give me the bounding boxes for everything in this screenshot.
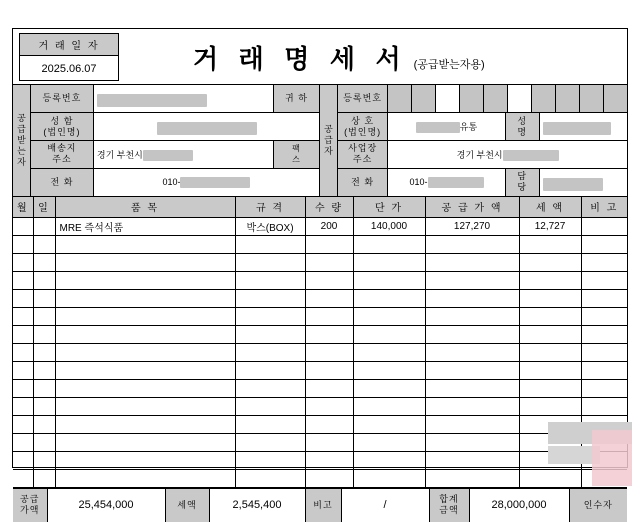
supplier-address-value: 경기 부천시 — [388, 141, 627, 169]
col-month: 월 — [13, 197, 33, 217]
parties-section — [13, 85, 627, 197]
cell-qty — [305, 253, 353, 271]
buyer-name-label: 성 함 (법인명) — [31, 113, 93, 141]
cell-supply-amount — [425, 343, 519, 361]
document-header — [13, 29, 627, 85]
cell-tax — [519, 253, 581, 271]
cell-qty — [305, 271, 353, 289]
cell-spec — [235, 271, 305, 289]
transaction-date-value: 2025.06.07 — [20, 56, 118, 81]
cell-day — [33, 433, 55, 451]
cell-day — [33, 343, 55, 361]
supplier-reg-value — [388, 85, 627, 113]
totals-row — [13, 488, 627, 522]
table-row — [13, 325, 627, 343]
cell-day — [33, 217, 55, 235]
cell-day — [33, 235, 55, 253]
col-qty: 수 량 — [305, 197, 353, 217]
cell-supply-amount — [425, 289, 519, 307]
supplier-rep-value — [539, 113, 627, 141]
cell-month — [13, 379, 33, 397]
table-row — [13, 379, 627, 397]
cell-supply-amount — [425, 271, 519, 289]
cell-tax — [519, 307, 581, 325]
cell-supply-amount — [425, 235, 519, 253]
cell-supply-amount — [425, 253, 519, 271]
page-title: 거 래 명 세 서 — [193, 39, 408, 76]
cell-qty — [305, 289, 353, 307]
cell-item: MRE 즉석식품 — [55, 217, 235, 235]
cell-supply-amount — [425, 451, 519, 469]
cell-item — [55, 307, 235, 325]
table-row — [13, 433, 627, 451]
cell-day — [33, 415, 55, 433]
cell-spec — [235, 307, 305, 325]
buyer-name-value — [93, 113, 319, 141]
cell-unit-price: 140,000 — [353, 217, 425, 235]
table-row — [338, 85, 627, 113]
table-row — [31, 85, 319, 113]
document-title-wrap — [193, 39, 593, 76]
cell-qty — [305, 343, 353, 361]
cell-day — [33, 469, 55, 487]
items-header-row — [13, 197, 627, 217]
totals-table — [13, 488, 627, 522]
cell-month — [13, 325, 33, 343]
col-item: 품 목 — [55, 197, 235, 217]
cell-item — [55, 361, 235, 379]
col-note: 비 고 — [581, 197, 627, 217]
buyer-reg-value — [93, 85, 273, 113]
cell-supply-amount — [425, 433, 519, 451]
total-note-value: / — [341, 488, 429, 522]
cell-item — [55, 397, 235, 415]
cell-note — [581, 271, 627, 289]
col-spec: 규 격 — [235, 197, 305, 217]
buyer-side-label: 공 급 받 는 자 — [13, 85, 31, 196]
cell-month — [13, 307, 33, 325]
col-unit-price: 단 가 — [353, 197, 425, 217]
supplier-company-label: 상 호 (법인명) — [338, 113, 388, 141]
cell-day — [33, 253, 55, 271]
cell-item — [55, 379, 235, 397]
cell-day — [33, 307, 55, 325]
table-row — [338, 113, 627, 141]
cell-spec — [235, 433, 305, 451]
cell-note — [581, 325, 627, 343]
cell-unit-price — [353, 433, 425, 451]
cell-unit-price — [353, 379, 425, 397]
cell-month — [13, 361, 33, 379]
cell-unit-price — [353, 271, 425, 289]
cell-month — [13, 469, 33, 487]
cell-unit-price — [353, 235, 425, 253]
col-supply-amount: 공 급 가 액 — [425, 197, 519, 217]
cell-month — [13, 289, 33, 307]
cell-qty — [305, 361, 353, 379]
cell-note — [581, 253, 627, 271]
buyer-table — [31, 85, 319, 196]
cell-spec — [235, 451, 305, 469]
table-row — [13, 397, 627, 415]
table-row — [31, 113, 319, 141]
total-tax-label: 세액 — [165, 488, 209, 522]
cell-month — [13, 253, 33, 271]
cell-supply-amount — [425, 415, 519, 433]
receiver-stamp-redaction — [548, 422, 632, 488]
total-supply-value: 25,454,000 — [47, 488, 165, 522]
table-row — [13, 253, 627, 271]
cell-note — [581, 289, 627, 307]
cell-qty — [305, 307, 353, 325]
cell-item — [55, 451, 235, 469]
cell-item — [55, 343, 235, 361]
cell-qty — [305, 451, 353, 469]
cell-day — [33, 379, 55, 397]
col-day: 일 — [33, 197, 55, 217]
cell-day — [33, 361, 55, 379]
cell-spec — [235, 469, 305, 487]
supplier-side-label: 공 급 자 — [320, 85, 338, 196]
cell-day — [33, 397, 55, 415]
cell-spec — [235, 361, 305, 379]
cell-month — [13, 271, 33, 289]
supplier-table — [338, 85, 627, 196]
cell-tax: 12,727 — [519, 217, 581, 235]
cell-note — [581, 397, 627, 415]
supplier-rep-label: 성 명 — [505, 113, 539, 141]
table-row — [13, 451, 627, 469]
supplier-charge-value — [539, 168, 627, 196]
cell-day — [33, 451, 55, 469]
cell-supply-amount — [425, 361, 519, 379]
cell-item — [55, 271, 235, 289]
cell-item — [55, 415, 235, 433]
cell-unit-price — [353, 307, 425, 325]
cell-month — [13, 343, 33, 361]
supplier-charge-label: 담 당 — [505, 168, 539, 196]
cell-tax — [519, 235, 581, 253]
items-body — [13, 217, 627, 487]
cell-month — [13, 217, 33, 235]
table-row — [338, 168, 627, 196]
cell-spec — [235, 289, 305, 307]
cell-unit-price — [353, 325, 425, 343]
cell-spec — [235, 343, 305, 361]
cell-tax — [519, 343, 581, 361]
buyer-address-value: 경기 부천시 — [93, 141, 273, 169]
table-row — [13, 289, 627, 307]
buyer-block — [13, 85, 320, 196]
cell-unit-price — [353, 253, 425, 271]
table-row — [13, 217, 627, 235]
cell-month — [13, 397, 33, 415]
cell-item — [55, 469, 235, 487]
cell-item — [55, 433, 235, 451]
table-row — [338, 141, 627, 169]
buyer-tel-label: 전 화 — [31, 168, 93, 196]
total-sum-value: 28,000,000 — [469, 488, 569, 522]
transaction-date-box — [19, 33, 119, 81]
cell-supply-amount — [425, 307, 519, 325]
buyer-fax-label: 팩 스 — [273, 141, 319, 169]
cell-unit-price — [353, 361, 425, 379]
cell-unit-price — [353, 451, 425, 469]
cell-tax — [519, 325, 581, 343]
cell-tax — [519, 397, 581, 415]
cell-supply-amount — [425, 397, 519, 415]
cell-item — [55, 253, 235, 271]
cell-day — [33, 289, 55, 307]
table-row — [13, 271, 627, 289]
cell-note — [581, 307, 627, 325]
cell-unit-price — [353, 343, 425, 361]
cell-item — [55, 289, 235, 307]
table-row — [13, 361, 627, 379]
cell-qty — [305, 397, 353, 415]
cell-item — [55, 325, 235, 343]
transaction-statement-document — [12, 28, 628, 468]
supplier-tel-label: 전 화 — [338, 168, 388, 196]
table-row — [13, 307, 627, 325]
cell-spec — [235, 325, 305, 343]
cell-qty — [305, 415, 353, 433]
cell-unit-price — [353, 469, 425, 487]
cell-qty: 200 — [305, 217, 353, 235]
cell-supply-amount: 127,270 — [425, 217, 519, 235]
cell-supply-amount — [425, 469, 519, 487]
buyer-address-label: 배송지 주소 — [31, 141, 93, 169]
transaction-date-label: 거 래 일 자 — [20, 34, 118, 56]
supplier-address-label: 사업장 주소 — [338, 141, 388, 169]
cell-supply-amount — [425, 379, 519, 397]
items-table — [13, 197, 627, 488]
cell-day — [33, 271, 55, 289]
cell-spec — [235, 235, 305, 253]
cell-month — [13, 433, 33, 451]
supplier-block — [320, 85, 627, 196]
total-supply-label: 공급 가액 — [13, 488, 47, 522]
cell-spec — [235, 379, 305, 397]
cell-qty — [305, 433, 353, 451]
supplier-reg-label: 등록번호 — [338, 85, 388, 113]
buyer-tel-value: 010- — [93, 168, 319, 196]
cell-qty — [305, 379, 353, 397]
cell-qty — [305, 469, 353, 487]
table-row — [13, 469, 627, 487]
table-row — [31, 141, 319, 169]
cell-spec — [235, 397, 305, 415]
cell-note — [581, 235, 627, 253]
cell-note — [581, 361, 627, 379]
cell-tax — [519, 379, 581, 397]
supplier-company-value: 유통 — [388, 113, 506, 141]
cell-tax — [519, 271, 581, 289]
cell-unit-price — [353, 415, 425, 433]
cell-tax — [519, 361, 581, 379]
cell-unit-price — [353, 397, 425, 415]
cell-day — [33, 325, 55, 343]
table-row — [13, 235, 627, 253]
cell-spec — [235, 253, 305, 271]
total-note-label: 비고 — [305, 488, 341, 522]
cell-supply-amount — [425, 325, 519, 343]
cell-qty — [305, 235, 353, 253]
cell-spec: 박스(BOX) — [235, 217, 305, 235]
buyer-gui-ha-label: 귀 하 — [273, 85, 319, 113]
page-title-subtitle: (공급받는자용) — [414, 56, 485, 72]
cell-month — [13, 451, 33, 469]
buyer-reg-label: 등록번호 — [31, 85, 93, 113]
cell-unit-price — [353, 289, 425, 307]
cell-qty — [305, 325, 353, 343]
cell-item — [55, 235, 235, 253]
cell-spec — [235, 415, 305, 433]
cell-month — [13, 415, 33, 433]
stamp-seal — [592, 430, 632, 486]
col-tax: 세 액 — [519, 197, 581, 217]
table-row — [31, 168, 319, 196]
receiver-label: 인수자 — [569, 488, 627, 522]
cell-note — [581, 379, 627, 397]
table-row — [13, 343, 627, 361]
cell-note — [581, 343, 627, 361]
cell-month — [13, 235, 33, 253]
total-tax-value: 2,545,400 — [209, 488, 305, 522]
cell-note — [581, 217, 627, 235]
total-sum-label: 합계 금액 — [429, 488, 469, 522]
table-row — [13, 415, 627, 433]
supplier-tel-value: 010- — [388, 168, 506, 196]
cell-tax — [519, 289, 581, 307]
